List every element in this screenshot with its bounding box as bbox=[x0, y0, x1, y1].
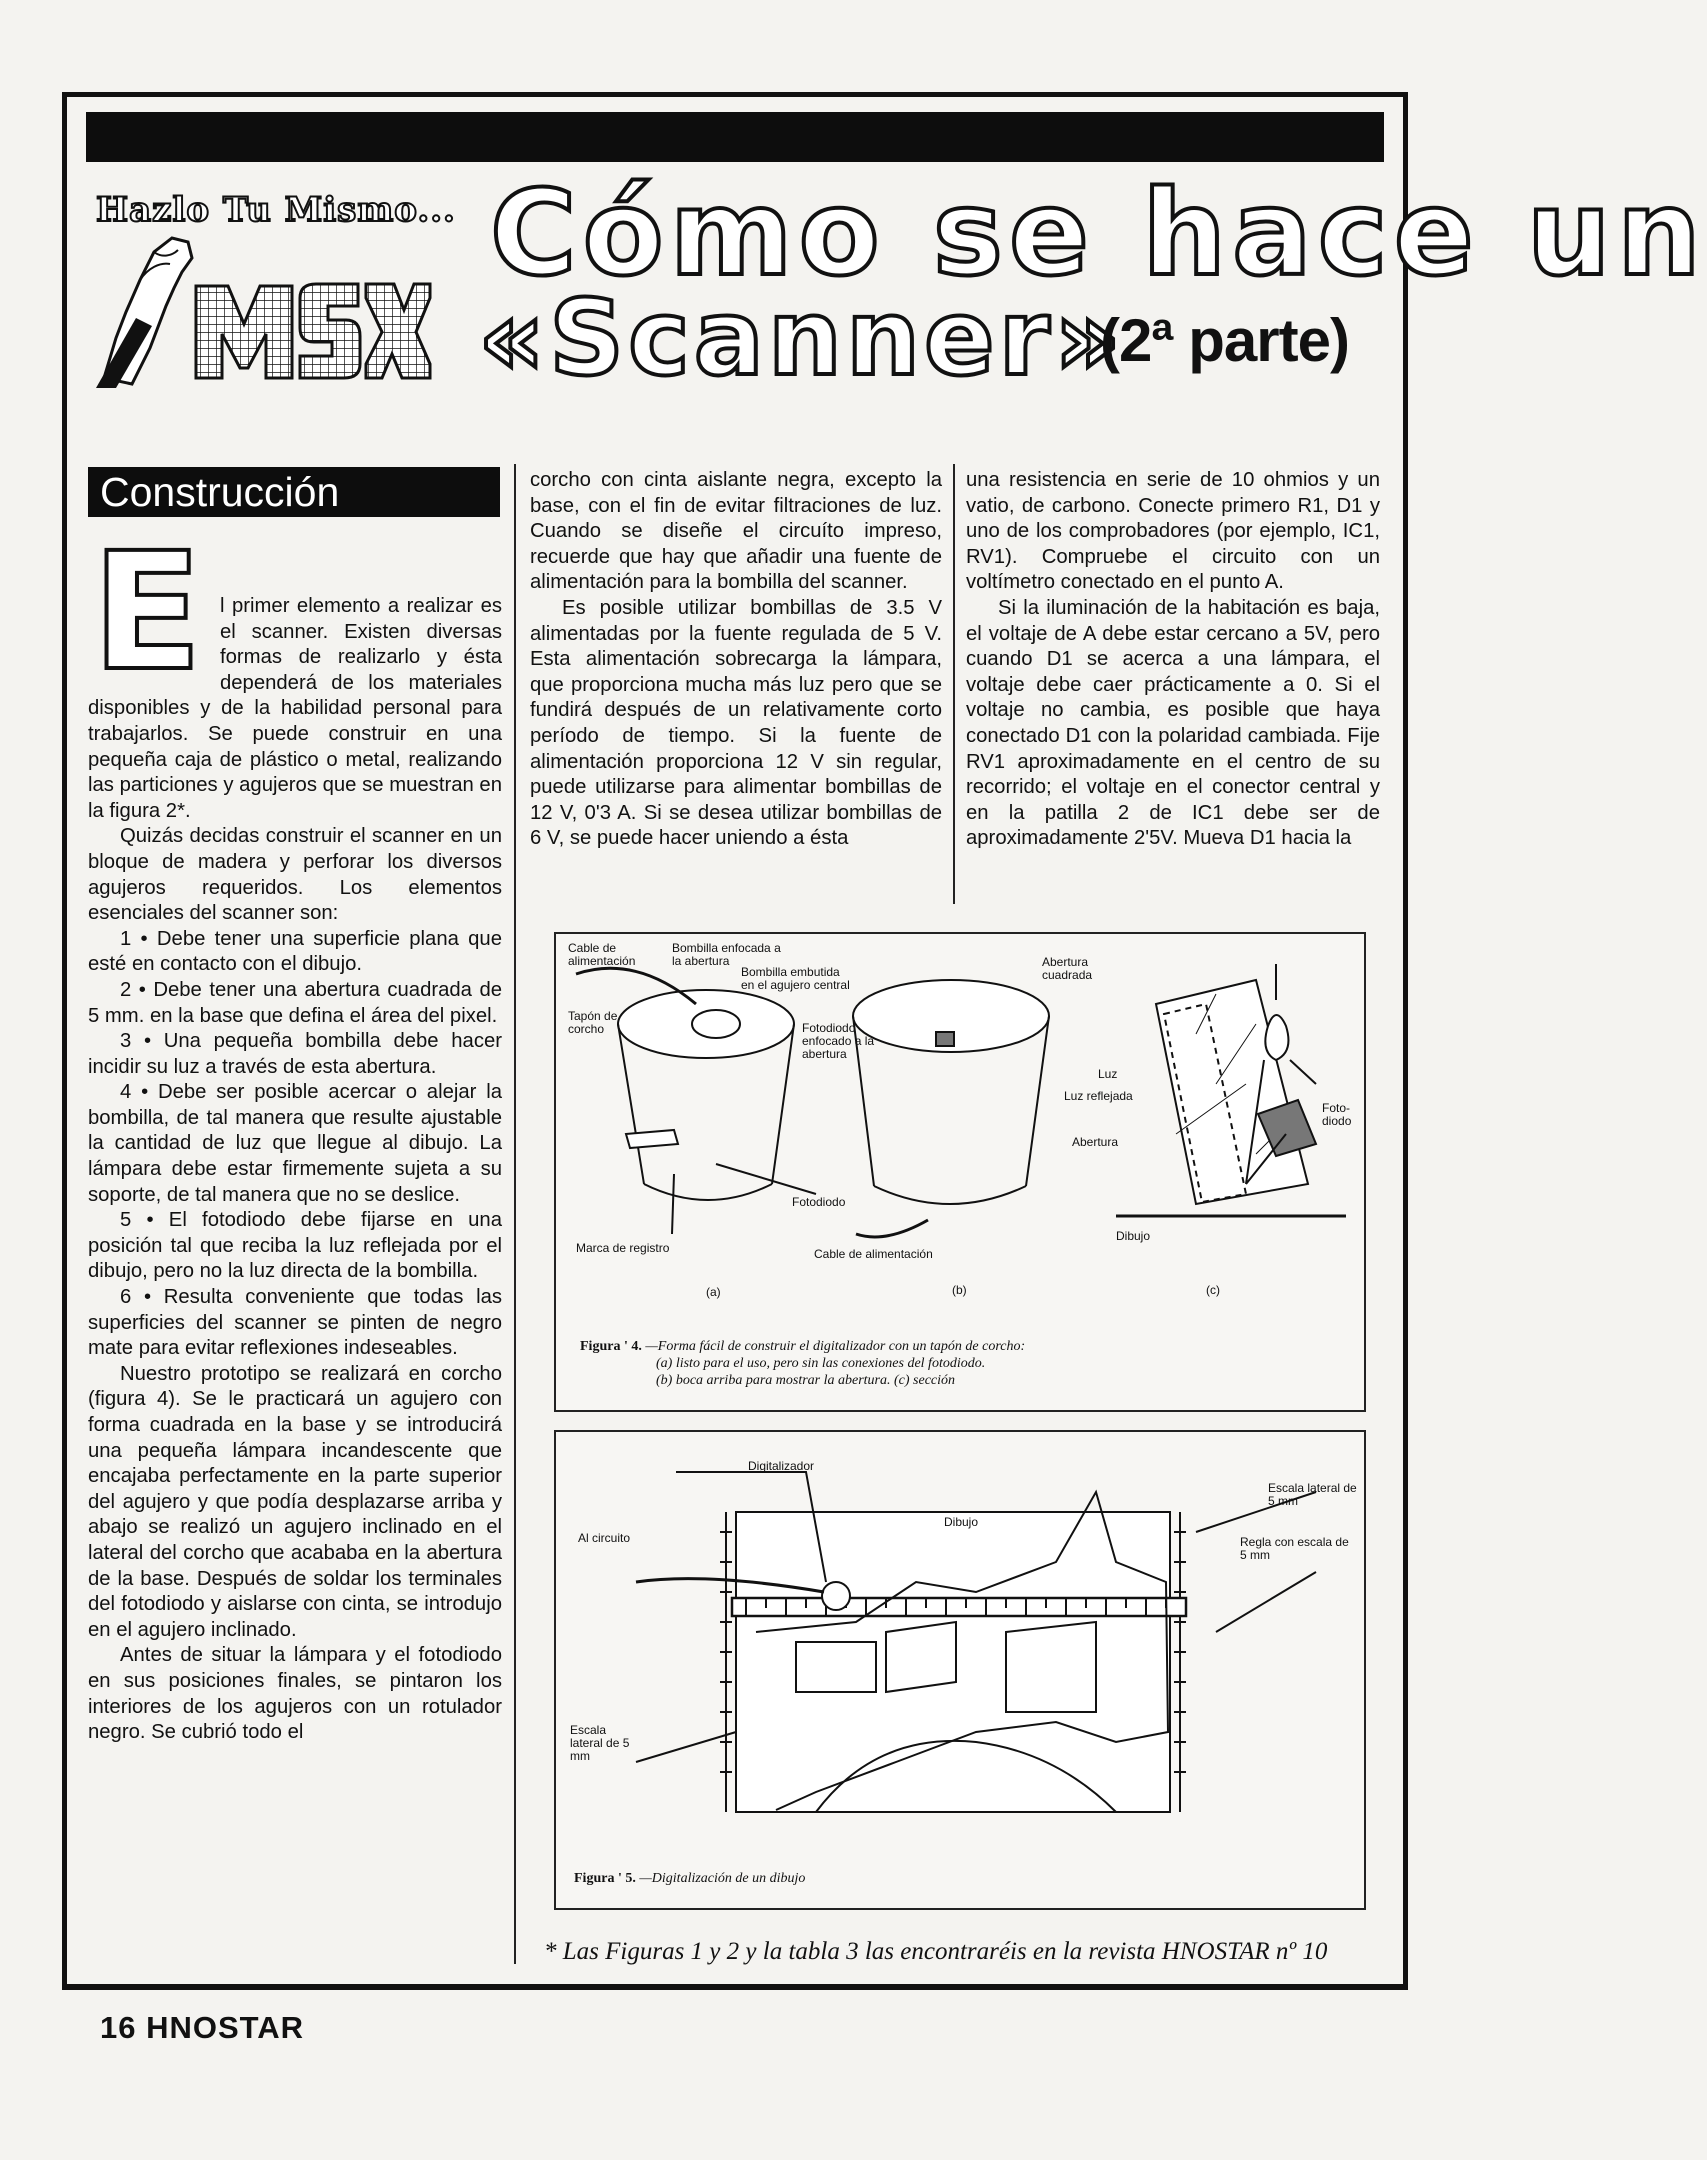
label-foto-diodo: Foto-diodo bbox=[1322, 1101, 1352, 1128]
paragraph: 2 • Debe tener una abertura cuadrada de 5 mm. en la base que defina el área del pixel. bbox=[88, 978, 502, 1027]
article-column-3 bbox=[966, 468, 1380, 852]
figure-5 bbox=[554, 1430, 1366, 1910]
figure-4-caption: Figura ' 4. —Forma fácil de construir el digitalizador con un tapón de corcho: (a) listo para el uso, pero sin las conexiones del fotodiodo. (b) boca arriba para mostrar la abertura. (c) sección bbox=[580, 1339, 1026, 1388]
label-fotodiodo: Fotodiodo bbox=[792, 1195, 846, 1209]
paragraph: una resistencia en serie de 10 ohmios y un vatio, de carbono. Conecte primero R1, D1 y uno de los comprobadores (por ejemplo, IC1, RV1). Compruebe el circuito con un voltímetro conectado en el punto A. bbox=[966, 469, 1380, 594]
label-abertura: Abertura bbox=[1072, 1135, 1119, 1149]
paragraph: Antes de situar la lámpara y el fotodiodo en sus posiciones finales, se pintaron los interiores de los agujeros con un rotulador negro. Se cubrió todo el bbox=[88, 1644, 502, 1744]
paragraph: Nuestro prototipo se realizará en corcho (figura 4). Se le practicará un agujero con forma cuadrada en la base y se introducirá una pequeña lámpara incandescente que encajaba perfectamente en la parte superior del agujero y que podía desplazarse arriba y abajo se realizó un agujero inclinado en el lateral del corcho que acababa en la abertura de la base. Después de soldar los terminales del fotodiodo y aislarse con cinta, se introdujo en el agujero inclinado. bbox=[88, 1362, 502, 1641]
label-b: (b) bbox=[952, 1283, 967, 1297]
label-tapon: Tapón de corcho bbox=[568, 1009, 618, 1036]
figure-4 bbox=[554, 932, 1366, 1412]
article-column-2 bbox=[530, 468, 942, 852]
column-rule bbox=[514, 464, 516, 1964]
paragraph: corcho con cinta aislante negra, excepto la base, con el fin de evitar filtraciones de luz. Cuando se diseñe el circuíto impreso, recuerde que hay que añadir una fuente de alimentación para la bombilla del scanner. bbox=[530, 469, 942, 594]
paragraph: Si la iluminación de la habitación es baja, el voltaje de A debe estar cercano a 5V, pero cuando D1 se acerca a una lámpara, el voltaje debe caer prácticamente a 0. Si el voltaje no cambia, es posible que haya conectado D1 con la polaridad cambiada. Fije RV1 aproximadamente en el centro de su recorrido; el voltaje en el conector central y en la patilla 2 de IC1 debe ser de aproximadamente 2'5V. Mueva D1 hacia la bbox=[966, 596, 1380, 850]
label-bombilla: Bombilla enfocada a la abertura bbox=[672, 941, 781, 968]
drop-cap: E bbox=[91, 519, 203, 707]
label-luz-reflejada: Luz reflejada bbox=[1064, 1089, 1133, 1103]
title-line-1: Cómo se hace un bbox=[490, 164, 1707, 302]
label-embutida: Bombilla embutida en el agujero central bbox=[741, 965, 850, 992]
label-luz: Luz bbox=[1098, 1067, 1118, 1081]
figure-5-drawing bbox=[556, 1432, 1368, 1912]
label-abertura-cuadrada: Abertura cuadrada bbox=[1042, 955, 1093, 982]
page-folio: 16 HNOSTAR bbox=[100, 2010, 305, 2045]
label-c: (c) bbox=[1206, 1283, 1220, 1297]
label-dibujo: Dibujo bbox=[944, 1515, 979, 1529]
label-dibujo: Dibujo bbox=[1116, 1229, 1151, 1243]
title-part: (2ª parte) bbox=[1100, 307, 1349, 374]
footnote: * Las Figuras 1 y 2 y la tabla 3 las encontraréis en la revista HNOSTAR nº 10 bbox=[544, 1938, 1328, 1965]
paragraph: Quizás decidas construir el scanner en un bloque de madera y perforar los diversos agujeros requeridos. Los elementos esenciales del scanner son: bbox=[88, 825, 502, 925]
section-heading: Construcción bbox=[88, 467, 500, 517]
paragraph: 4 • Debe ser posible acercar o alejar la bombilla, de tal manera que resulte ajustable la cantidad de luz que llegue al dibujo. La lámpara debe estar firmemente sujeta a su soporte, de tal manera que no se deslice. bbox=[88, 1081, 502, 1206]
paragraph: El primer elemento a realizar es el scanner. Existen diversas formas de realizarlo y ésta dependerá de los materiales disponibles y de la habilidad personal para trabajarlos. Se puede construir en una pequeña caja de plástico o metal, realizando las particiones y agujeros que se muestran en la figura 2*. bbox=[88, 519, 502, 822]
label-fotodiodo-enfocado: Fotodiodo enfocado a la abertura bbox=[802, 1021, 875, 1061]
paragraph: 5 • El fotodiodo debe fijarse en una posición tal que reciba la luz reflejada por el dibujo, pero no la luz directa de la bombilla. bbox=[88, 1209, 502, 1283]
article-column-1 bbox=[88, 519, 502, 1746]
paragraph: 1 • Debe tener una superficie plana que esté en contacto con el dibujo. bbox=[88, 927, 502, 976]
label-escala-lateral: Escala lateral de 5 mm bbox=[1268, 1481, 1357, 1508]
label-marca: Marca de registro bbox=[576, 1241, 670, 1255]
label-cable: Cable de alimentación bbox=[568, 941, 636, 968]
bottom-rule bbox=[62, 1984, 1408, 1990]
paragraph: Es posible utilizar bombillas de 3.5 V alimentadas por la fuente regulada de 5 V. Esta alimentación sobrecarga la lámpara, que proporciona mucha más luz pero que se fundirá después de un relativamente corto período de tiempo. Si la fuente de alimentación proporciona 12 V sin regular, puede utilizarse para alimentar bombillas de 12 V, 0'3 A. Si se desea utilizar bombillas de 6 V, se puede hacer uniendo a ésta bbox=[530, 596, 942, 850]
series-kicker: Hazlo Tu Mismo... bbox=[96, 190, 456, 230]
label-regla: Regla con escala de 5 mm bbox=[1240, 1535, 1349, 1562]
paragraph: 3 • Una pequeña bombilla debe hacer incidir su luz a través de esta abertura. bbox=[88, 1030, 502, 1078]
header-bar bbox=[86, 112, 1384, 162]
column-rule bbox=[953, 464, 955, 904]
figure-5-caption: Figura ' 5. —Digitalización de un dibujo bbox=[574, 1871, 806, 1886]
label-cable-2: Cable de alimentación bbox=[814, 1247, 933, 1261]
msx-logo bbox=[96, 228, 430, 388]
label-digitalizador: Digitalizador bbox=[748, 1459, 815, 1473]
label-al-circuito: Al circuito bbox=[578, 1531, 631, 1545]
label-escala-lateral-2: Escala lateral de 5 mm bbox=[570, 1723, 630, 1763]
paragraph: 6 • Resulta conveniente que todas las superficies del scanner se pinten de negro mate para evitar reflexiones indeseables. bbox=[88, 1286, 502, 1360]
label-a: (a) bbox=[706, 1285, 721, 1299]
title-line-2: «Scanner» bbox=[478, 277, 1125, 399]
